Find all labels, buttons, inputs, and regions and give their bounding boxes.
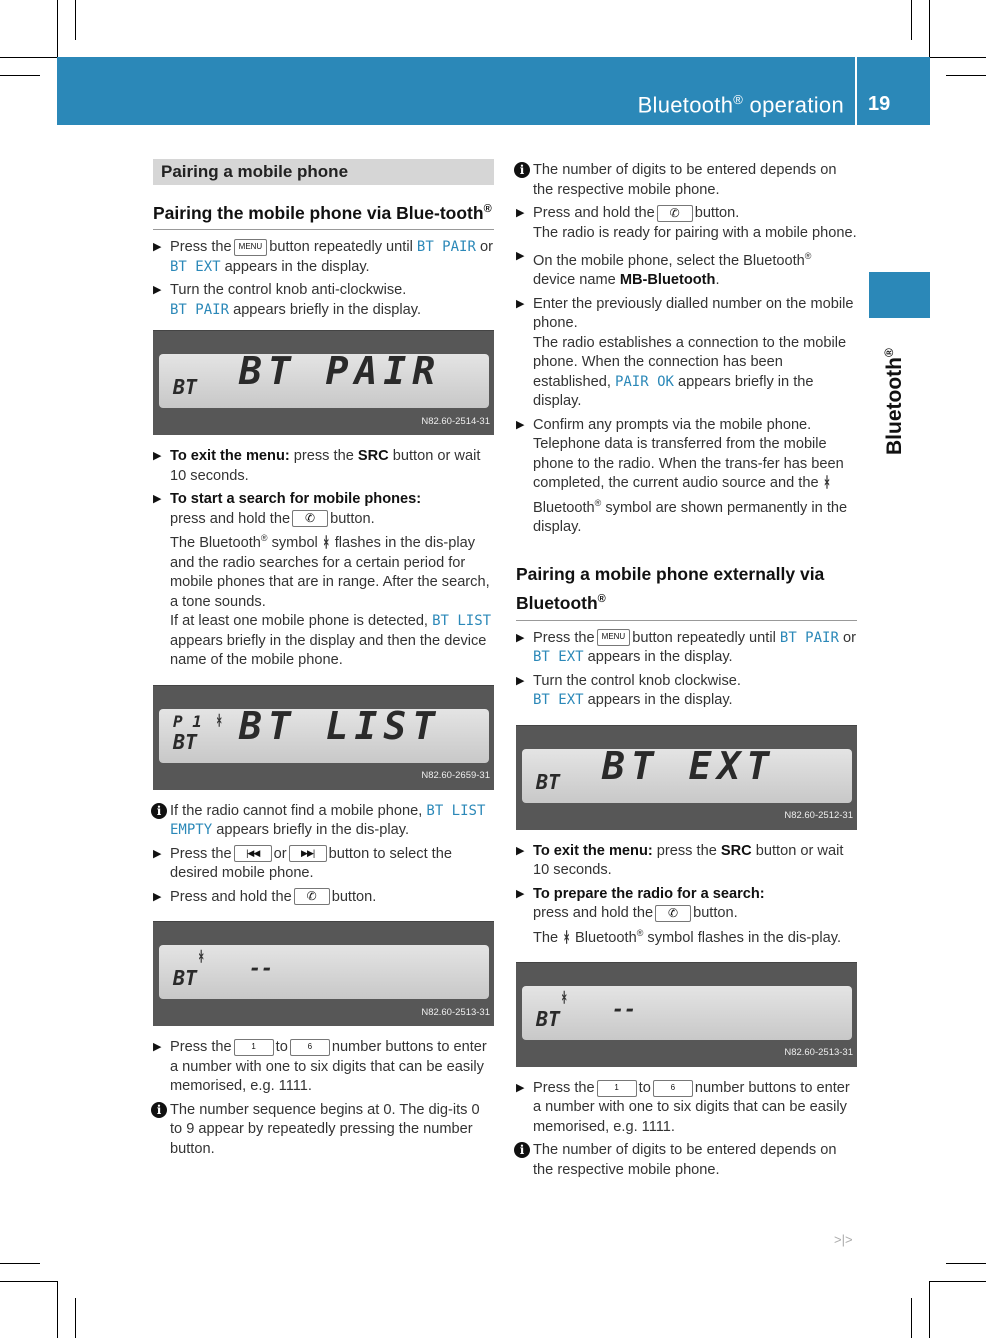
info-icon: i	[151, 1102, 167, 1118]
step: ▶ To exit the menu: press the SRC button or wait 10 seconds.	[516, 842, 857, 881]
bluetooth-icon: ᚼ	[321, 535, 331, 552]
menu-button-icon: MENU	[234, 239, 268, 256]
number-button-6: 6	[290, 1039, 330, 1056]
crop-mark	[946, 1263, 986, 1264]
step: ▶ Enter the previously dialled number on the mobile phone. The radio establishes a connection to the mobile phone. When the connection has been established, PAIR OK appears briefly in the display.	[516, 295, 857, 412]
display-figure	[153, 685, 494, 790]
bluetooth-icon: ᚼ	[215, 711, 224, 728]
skip-forward-button-icon: ▶▶|	[289, 845, 327, 862]
step: ▶ Press and hold the ✆ button. The radio is ready for pairing with a mobile phone.	[516, 204, 857, 243]
bluetooth-icon: ᚼ	[562, 929, 571, 946]
phone-button-icon: ✆	[292, 510, 328, 527]
bluetooth-icon: ᚼ	[560, 988, 569, 1005]
subheading: Pairing a mobile phone externally via Bluetooth®	[516, 562, 857, 621]
lcd-small-text: BT	[173, 375, 198, 400]
side-tab-label: Bluetooth®	[882, 348, 906, 455]
number-button-1: 1	[234, 1039, 274, 1056]
step: ▶ Press and hold the ✆ button.	[153, 888, 494, 908]
crop-mark	[930, 57, 986, 58]
figure-caption: N82.60-2512-31	[784, 810, 853, 822]
number-button-6: 6	[653, 1080, 693, 1097]
crop-mark	[57, 1281, 58, 1338]
crop-mark	[0, 57, 57, 58]
skip-back-button-icon: |◀◀	[234, 845, 272, 862]
page-header-title: Bluetooth® operation	[637, 92, 844, 118]
figure-caption: N82.60-2659-31	[421, 770, 490, 782]
lcd-display	[159, 349, 489, 408]
display-figure	[153, 921, 494, 1026]
step: ▶ To exit the menu: press the SRC button or wait 10 seconds.	[153, 447, 494, 486]
lcd-small-text: BT	[173, 966, 198, 991]
step: ▶ Turn the control knob clockwise. BT EXT appears in the display.	[516, 672, 857, 711]
lcd-display	[522, 743, 852, 803]
step: ▶ To start a search for mobile phones: press and hold the ✆ button. The Bluetooth® symbol ᚼ flashes in the dis-play and the radio searches for a certain period for mobile phones that are in range. After the search, a tone sounds. If at least one mobile phone is detected, BT LIST appears briefly in the display and then the device name of the mobile phone.	[153, 490, 494, 670]
bluetooth-icon: ᚼ	[197, 948, 206, 965]
side-tab	[869, 272, 930, 318]
page-number: 19	[868, 93, 891, 115]
continue-arrows-icon: >|>	[834, 1232, 853, 1247]
header-divider	[855, 57, 857, 125]
crop-mark	[0, 1263, 40, 1264]
lcd-main-text: BT PAIR	[239, 349, 442, 394]
step: ▶ To prepare the radio for a search: press and hold the ✆ button. The ᚼ Bluetooth® symbol flashes in the dis-play.	[516, 885, 857, 948]
step: ▶ Press the 1 to 6 number buttons to enter a number with one to six digits that can be easily memorised, e.g. 1111.	[153, 1038, 494, 1097]
phone-button-icon: ✆	[294, 888, 330, 905]
lcd-small-text: BT	[536, 1006, 561, 1031]
info-note: i The number sequence begins at 0. The dig-its 0 to 9 appear by repeatedly pressing the number button.	[153, 1101, 494, 1160]
menu-button-icon: MENU	[597, 629, 631, 646]
crop-mark	[0, 1281, 57, 1282]
info-note: i If the radio cannot find a mobile phone, BT LIST EMPTY appears briefly in the dis-play.	[153, 802, 494, 841]
lcd-main-text: --	[249, 956, 274, 981]
crop-mark	[911, 1298, 912, 1338]
figure-caption: N82.60-2514-31	[421, 415, 490, 427]
step: ▶ Turn the control knob anti-clockwise. BT PAIR appears briefly in the display.	[153, 281, 494, 320]
right-column	[516, 161, 857, 1184]
lcd-display	[159, 945, 489, 999]
crop-mark	[929, 1281, 930, 1338]
crop-mark	[929, 0, 930, 57]
crop-mark	[75, 1298, 76, 1338]
step: ▶ Press the 1 to 6 number buttons to enter a number with one to six digits that can be easily memorised, e.g. 1111.	[516, 1079, 857, 1138]
info-icon: i	[514, 162, 530, 178]
step: ▶ Press the MENU button repeatedly until BT PAIR or BT EXT appears in the display.	[516, 629, 857, 668]
crop-mark	[57, 0, 58, 57]
phone-button-icon: ✆	[655, 905, 691, 922]
lcd-small-text: BT	[173, 729, 198, 754]
step: ▶ Confirm any prompts via the mobile phone. Telephone data is transferred from the mobile phone to the radio. When the trans-fer has been completed, the current audio source and the ᚼ Bluetooth® symbol are shown permanently in the display.	[516, 416, 857, 538]
info-note: i The number of digits to be entered depends on the respective mobile phone.	[516, 1141, 857, 1180]
info-icon: i	[151, 803, 167, 819]
number-button-1: 1	[597, 1080, 637, 1097]
lcd-main-text: --	[612, 996, 637, 1021]
crop-mark	[930, 1281, 986, 1282]
info-icon: i	[514, 1142, 530, 1158]
bluetooth-icon: ᚼ	[822, 475, 832, 492]
lcd-display	[522, 986, 852, 1040]
crop-mark	[0, 75, 40, 76]
figure-caption: N82.60-2513-31	[784, 1047, 853, 1059]
lcd-small-text: BT	[536, 769, 561, 794]
display-figure	[516, 962, 857, 1067]
crop-mark	[911, 0, 912, 40]
lcd-display	[159, 703, 489, 763]
section-title: Pairing a mobile phone	[153, 159, 494, 185]
crop-mark	[75, 0, 76, 40]
lcd-main-text: BT LIST	[239, 703, 442, 748]
subheading: Pairing the mobile phone via Blue-tooth®	[153, 197, 494, 231]
left-column	[153, 159, 494, 1163]
step: ▶ Press the MENU button repeatedly until BT PAIR or BT EXT appears in the display.	[153, 238, 494, 277]
crop-mark	[946, 75, 986, 76]
lcd-main-text: BT EXT	[602, 743, 776, 788]
display-figure	[153, 330, 494, 435]
step: ▶ Press the |◀◀ or ▶▶| button to select the desired mobile phone.	[153, 845, 494, 884]
phone-button-icon: ✆	[657, 205, 693, 222]
display-figure	[516, 725, 857, 830]
info-note: i The number of digits to be entered depends on the respective mobile phone.	[516, 161, 857, 200]
figure-caption: N82.60-2513-31	[421, 1006, 490, 1018]
lcd-preset-text: P 1	[173, 711, 202, 731]
step: ▶ On the mobile phone, select the Bluetooth® device name MB-Bluetooth.	[516, 247, 857, 291]
